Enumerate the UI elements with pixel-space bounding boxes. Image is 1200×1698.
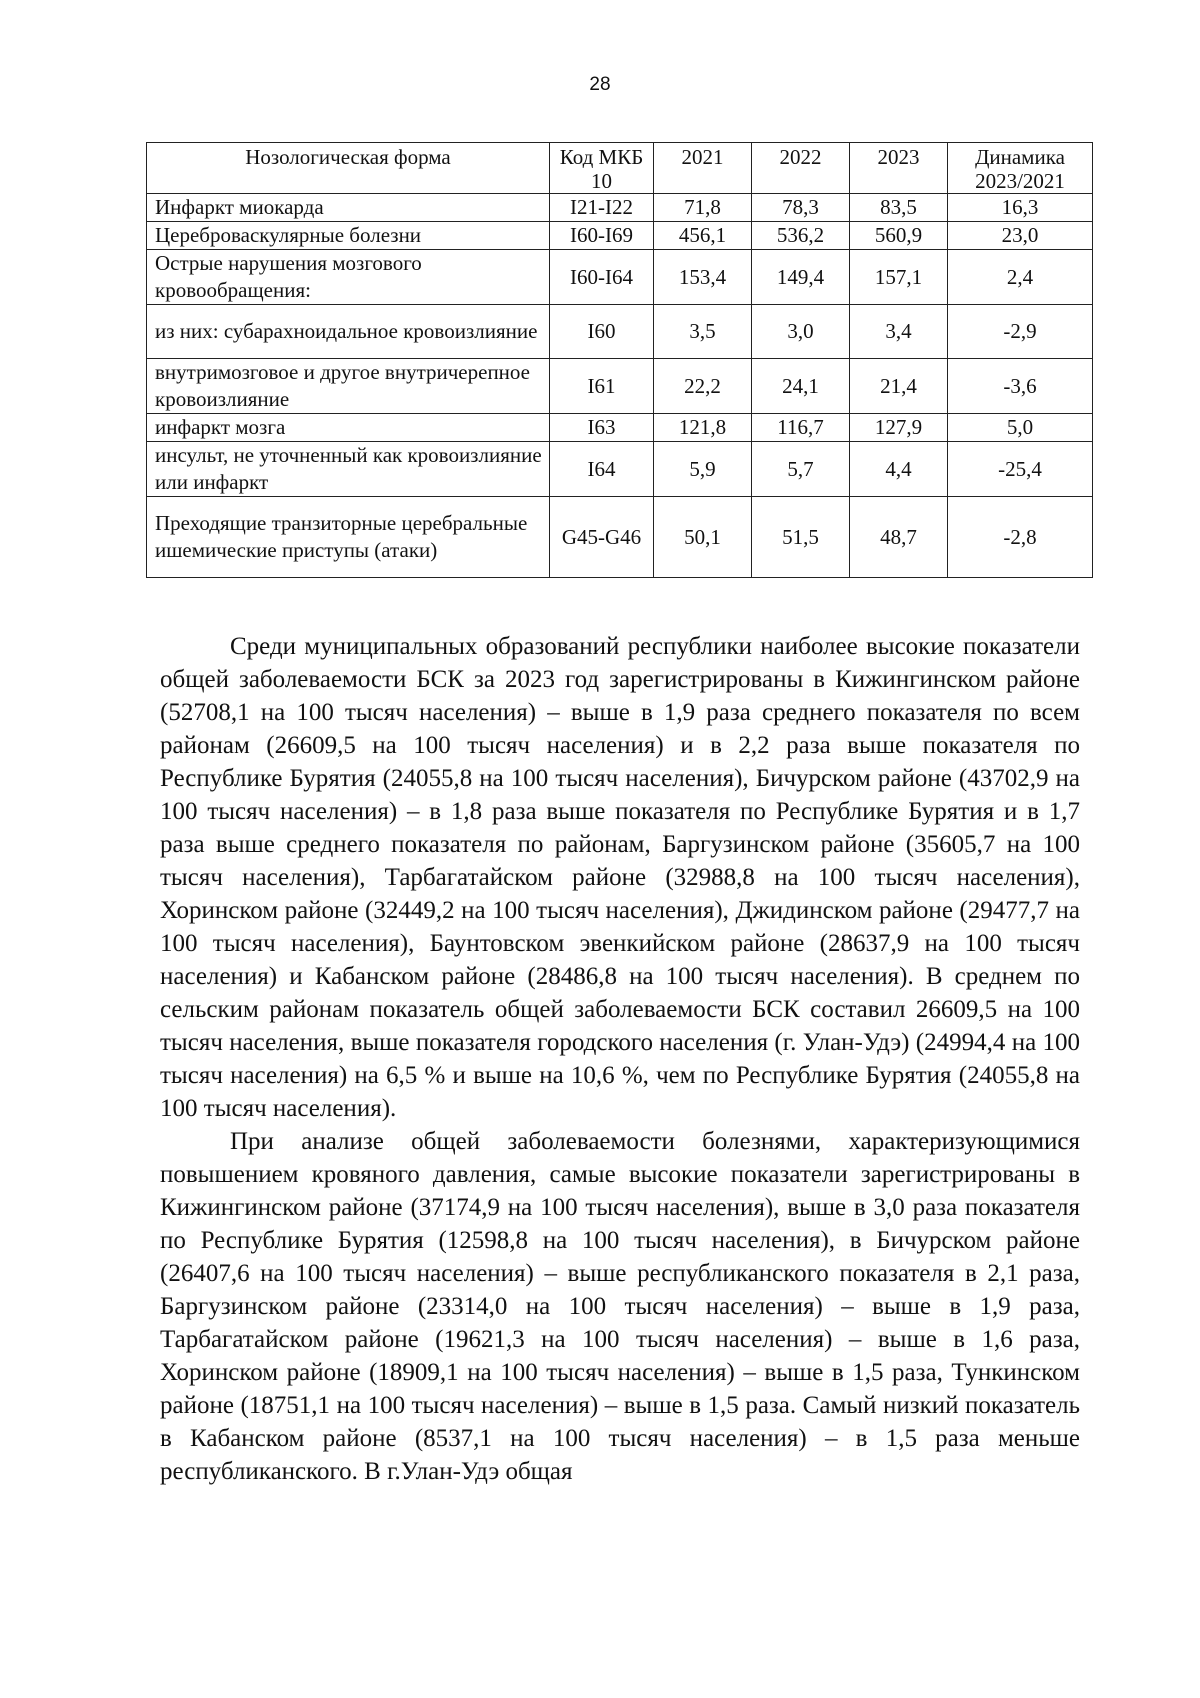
cell-form: Преходящие транзиторные церебральные ишемические приступы (атаки) (147, 497, 550, 578)
cell-2023: 560,9 (850, 222, 948, 250)
cell-2023: 83,5 (850, 194, 948, 222)
cell-2023: 157,1 (850, 250, 948, 305)
cell-2023: 3,4 (850, 305, 948, 359)
cell-code: I21-I22 (550, 194, 654, 222)
cell-2021: 50,1 (654, 497, 752, 578)
cell-2021: 5,9 (654, 442, 752, 497)
cell-form: Острые нарушения мозгового кровообращения: (147, 250, 550, 305)
header-year-2022: 2022 (752, 143, 850, 194)
cell-dynamics: -25,4 (948, 442, 1093, 497)
table-row (147, 414, 1093, 442)
cell-2023: 127,9 (850, 414, 948, 442)
header-year-2021: 2021 (654, 143, 752, 194)
cell-form: из них: субарахноидальное кровоизлияние (147, 305, 550, 359)
cell-dynamics: 23,0 (948, 222, 1093, 250)
cell-form: Цереброваскулярные болезни (147, 222, 550, 250)
cell-2021: 3,5 (654, 305, 752, 359)
cell-2022: 5,7 (752, 442, 850, 497)
cell-form: инсульт, не уточненный как кровоизлияние или инфаркт (147, 442, 550, 497)
page-number: 28 (589, 74, 611, 95)
table-row (147, 250, 1093, 305)
cell-2022: 3,0 (752, 305, 850, 359)
header-year-2023: 2023 (850, 143, 948, 194)
table-row (147, 222, 1093, 250)
cell-2022: 78,3 (752, 194, 850, 222)
cell-2021: 121,8 (654, 414, 752, 442)
cell-2023: 4,4 (850, 442, 948, 497)
cell-dynamics: 5,0 (948, 414, 1093, 442)
cell-2021: 22,2 (654, 359, 752, 414)
paragraph: Среди муниципальных образований республики наиболее высокие показатели общей заболеваемости БСК за 2023 год зарегистрированы в Кижингинском районе (52708,1 на 100 тысяч населения) – выше в 1,9 раза среднего показателя по всем районам (26609,5 на 100 тысяч населения) и в 2,2 раза выше показателя по Республике Бурятия (24055,8 на 100 тысяч населения), Бичурском районе (43702,9 на 100 тысяч населения) – в 1,8 раза выше показателя по Республике Бурятия и в 1,7 раза выше среднего показателя по районам, Баргузинском районе (35605,7 на 100 тысяч населения), Тарбагатайском районе (32988,8 на 100 тысяч населения), Хоринском районе (32449,2 на 100 тысяч населения), Джидинском районе (29477,7 на 100 тысяч населения), Баунтовском эвенкийском районе (28637,9 на 100 тысяч населения) и Кабанском районе (28486,8 на 100 тысяч населения). В среднем по сельским районам показатель общей заболеваемости БСК составил 26609,5 на 100 тысяч населения, выше показателя городского населения (г. Улан-Удэ) (24994,4 на 100 тысяч населения) на 6,5 % и выше на 10,6 %, чем по Республике Бурятия (24055,8 на 100 тысяч населения). (160, 633, 1080, 1122)
cell-code: I63 (550, 414, 654, 442)
cell-2021: 71,8 (654, 194, 752, 222)
cell-code: I60-I64 (550, 250, 654, 305)
cell-2022: 116,7 (752, 414, 850, 442)
paragraph: При анализе общей заболеваемости болезнями, характеризующимися повышением кровяного давления, самые высокие показатели зарегистрированы в Кижингинском районе (37174,9 на 100 тысяч населения), выше в 3,0 раза показателя по Республике Бурятия (12598,8 на 100 тысяч населения), в Бичурском районе (26407,6 на 100 тысяч населения) – выше республиканского показателя в 2,1 раза, Баргузинском районе (23314,0 на 100 тысяч населения) – выше в 1,9 раза, Тарбагатайском районе (19621,3 на 100 тысяч населения) – выше в 1,6 раза, Хоринском районе (18909,1 на 100 тысяч населения) – выше в 1,5 раза, Тункинском районе (18751,1 на 100 тысяч населения) – выше в 1,5 раза. Самый низкий показатель в Кабанском районе (8537,1 на 100 тысяч населения) – в 1,5 раза меньше республиканского. В г.Улан-Удэ общая (160, 1128, 1080, 1485)
cell-2022: 51,5 (752, 497, 850, 578)
cell-dynamics: -2,8 (948, 497, 1093, 578)
header-nosological-form: Нозологическая форма (147, 143, 550, 194)
cell-code: I64 (550, 442, 654, 497)
header-icd10-code: Код МКБ 10 (550, 143, 654, 194)
cell-dynamics: -3,6 (948, 359, 1093, 414)
cell-form: Инфаркт миокарда (147, 194, 550, 222)
cell-2021: 153,4 (654, 250, 752, 305)
table-row (147, 497, 1093, 578)
cell-code: G45-G46 (550, 497, 654, 578)
table-row (147, 359, 1093, 414)
header-dynamics: Динамика 2023/2021 (948, 143, 1093, 194)
cell-2023: 21,4 (850, 359, 948, 414)
cell-2022: 24,1 (752, 359, 850, 414)
cell-code: I60-I69 (550, 222, 654, 250)
cell-dynamics: 16,3 (948, 194, 1093, 222)
cell-form: внутримозговое и другое внутричерепное кровоизлияние (147, 359, 550, 414)
cell-2021: 456,1 (654, 222, 752, 250)
cell-dynamics: 2,4 (948, 250, 1093, 305)
cell-form: инфаркт мозга (147, 414, 550, 442)
table-row (147, 305, 1093, 359)
table-row (147, 194, 1093, 222)
cell-dynamics: -2,9 (948, 305, 1093, 359)
table-header-row (147, 143, 1093, 194)
morbidity-table (146, 142, 1093, 578)
table-row (147, 442, 1093, 497)
cell-2022: 536,2 (752, 222, 850, 250)
cell-code: I60 (550, 305, 654, 359)
cell-2023: 48,7 (850, 497, 948, 578)
body-text (160, 630, 1080, 1488)
cell-2022: 149,4 (752, 250, 850, 305)
cell-code: I61 (550, 359, 654, 414)
